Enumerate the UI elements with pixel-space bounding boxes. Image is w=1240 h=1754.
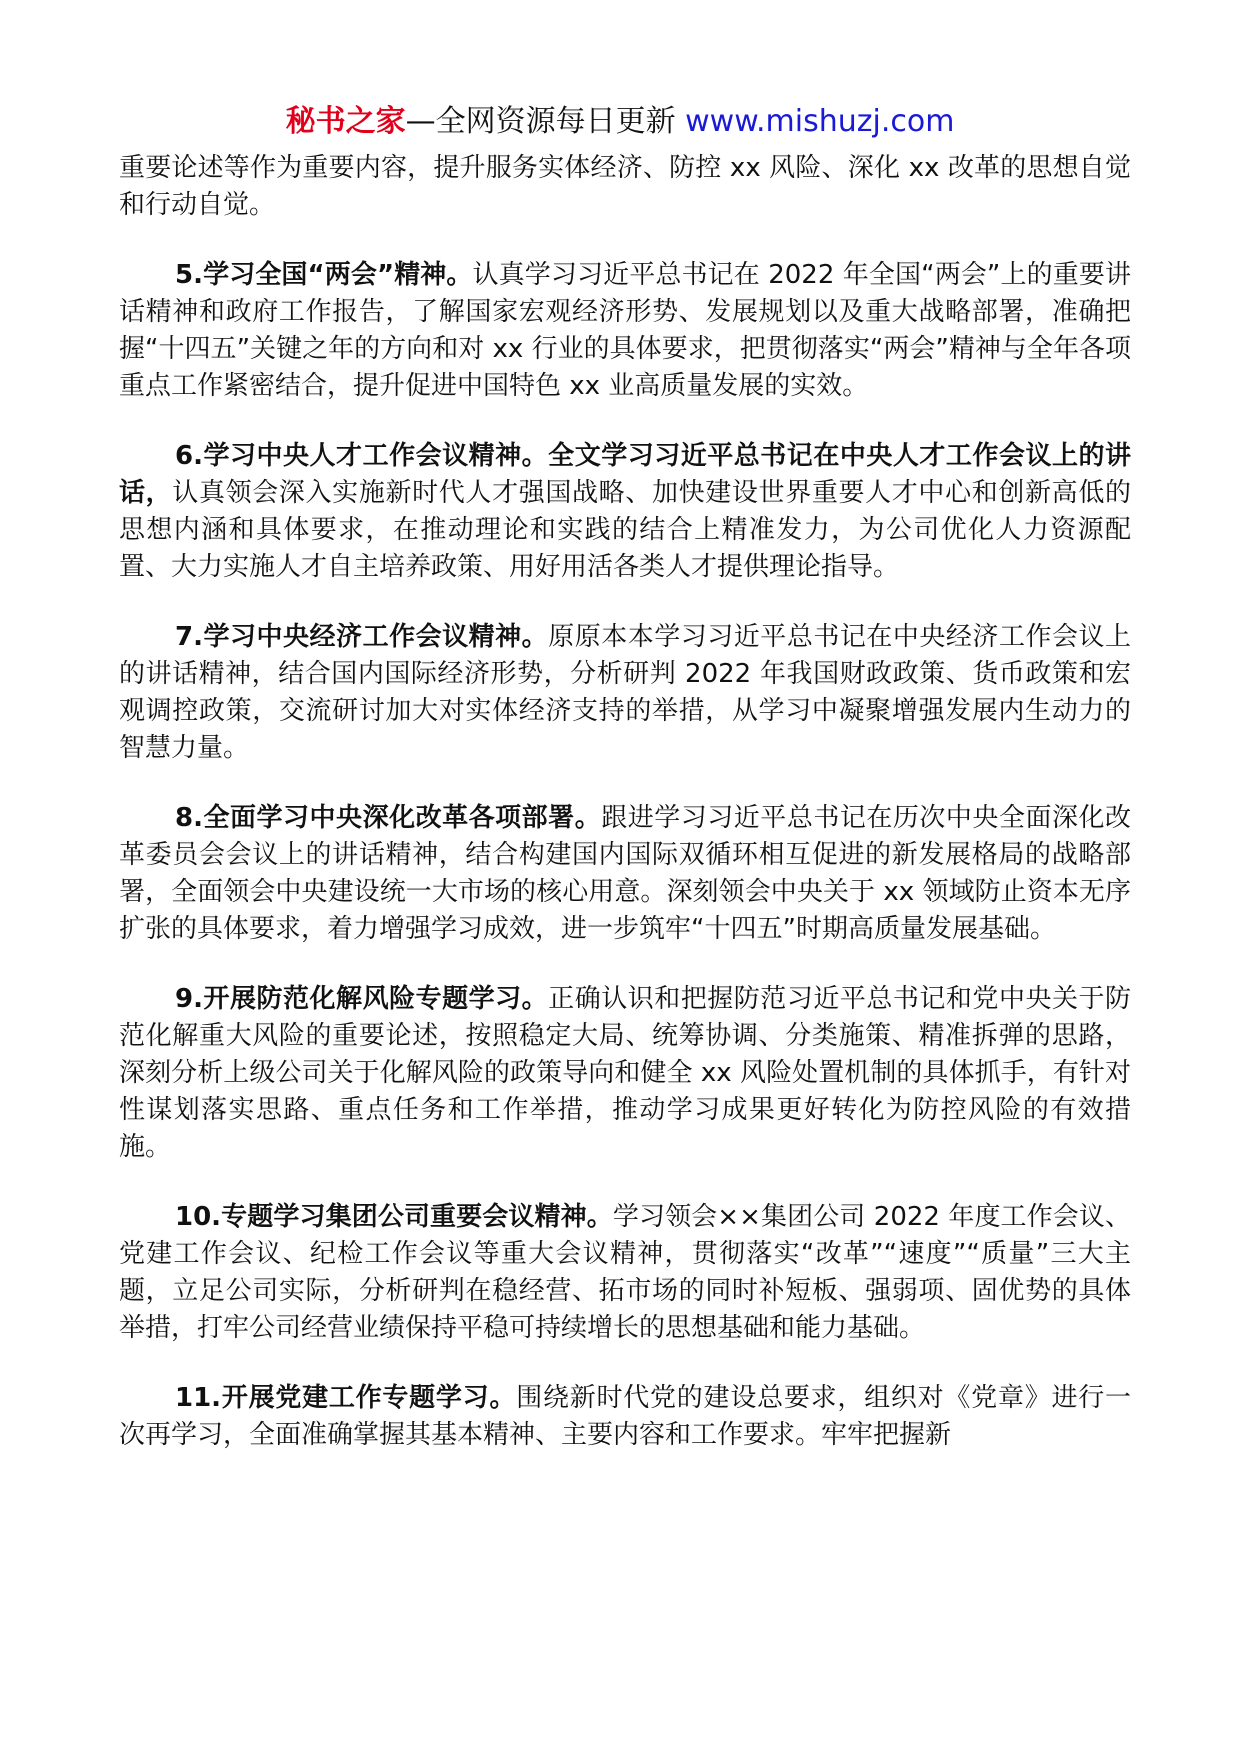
paragraph-text: 认真学习习近平总书记在 2022 年全国“两会”上的重要讲话精神和政府工作报告，了解国家宏观经济形势、发展规划以及重大战略部署，准确把握“十四五”关键之年的方向和对 xx 行业的具体要求，把贯彻落实“两会”精神与全年各项重点工作紧密结合，提升促进中国特色 xx 业高质量发展的实效。 (119, 260, 1131, 401)
paragraph-lead: 6.学习中央人才工作会议精神。全文学习习近平总书记在中央人才工作会议上的讲话， (119, 441, 1131, 508)
paragraph-text: 认真领会深入实施新时代人才强国战略、加快建设世界重要人才中心和创新高低的思想内涵和具体要求，在推动理论和实践的结合上精准发力，为公司优化人力资源配置、大力实施人才自主培养政策、用好用活各类人才提供理论指导。 (119, 478, 1131, 582)
paragraph-text: 原原本本学习习近平总书记在中央经济工作会议上的讲话精神，结合国内国际经济形势，分析研判 2022 年我国财政政策、货币政策和宏观调控政策，交流研讨加大对实体经济支持的举措，从学习中凝聚增强发展内生动力的智慧力量。 (119, 622, 1131, 763)
page-header (0, 100, 1240, 144)
paragraph-continuation (119, 150, 1131, 224)
paragraph-text: 正确认识和把握防范习近平总书记和党中央关于防范化解重大风险的重要论述，按照稳定大局、统筹协调、分类施策、精准拆弹的思路，深刻分析上级公司关于化解风险的政策导向和健全 xx 风险处置机制的具体抓手，有针对性谋划落实思路、重点任务和工作举措，推动学习成果更好转化为防控风险的有效措施。 (119, 984, 1131, 1162)
paragraph-item-9 (119, 981, 1131, 1166)
paragraph-item-6 (119, 438, 1131, 586)
paragraph-text: 学习领会××集团公司 2022 年度工作会议、党建工作会议、纪检工作会议等重大会议精神，贯彻落实“改革”“速度”“质量”三大主题，立足公司实际，分析研判在稳经营、拓市场的同时补短板、强弱项、固优势的具体举措，打牢公司经营业绩保持平稳可持续增长的思想基础和能力基础。 (119, 1202, 1131, 1343)
paragraph-lead: 10.专题学习集团公司重要会议精神。 (175, 1202, 613, 1232)
paragraph-lead: 7.学习中央经济工作会议精神。 (175, 622, 549, 652)
paragraph-text: 围绕新时代党的建设总要求，组织对《党章》进行一次再学习，全面准确掌握其基本精神、主要内容和工作要求。牢牢把握新 (119, 1383, 1131, 1450)
header-tagline: —全网资源每日更新 (405, 104, 686, 139)
header-url-link[interactable]: www.mishuzj.com (685, 104, 955, 139)
paragraph-text: 跟进学习习近平总书记在历次中央全面深化改革委员会会议上的讲话精神，结合构建国内国际双循环相互促进的新发展格局的战略部署，全面领会中央建设统一大市场的核心用意。深刻领会中央关于 xx 领域防止资本无序扩张的具体要求，着力增强学习成效，进一步筑牢“十四五”时期高质量发展基础。 (119, 803, 1131, 944)
paragraph-item-5 (119, 257, 1131, 405)
paragraph-lead: 8.全面学习中央深化改革各项部署。 (175, 803, 602, 833)
paragraph-item-10 (119, 1199, 1131, 1347)
paragraph-item-11 (119, 1380, 1131, 1454)
paragraph-lead: 9.开展防范化解风险专题学习。 (175, 984, 549, 1014)
paragraph-text: 重要论述等作为重要内容，提升服务实体经济、防控 xx 风险、深化 xx 改革的思想自觉和行动自觉。 (119, 153, 1131, 220)
paragraph-lead: 11.开展党建工作专题学习。 (175, 1383, 517, 1413)
paragraph-item-7 (119, 619, 1131, 767)
paragraph-lead: 5.学习全国“两会”精神。 (175, 260, 473, 290)
paragraph-item-8 (119, 800, 1131, 948)
header-brand: 秘书之家 (285, 104, 406, 139)
document-body (119, 150, 1131, 1487)
